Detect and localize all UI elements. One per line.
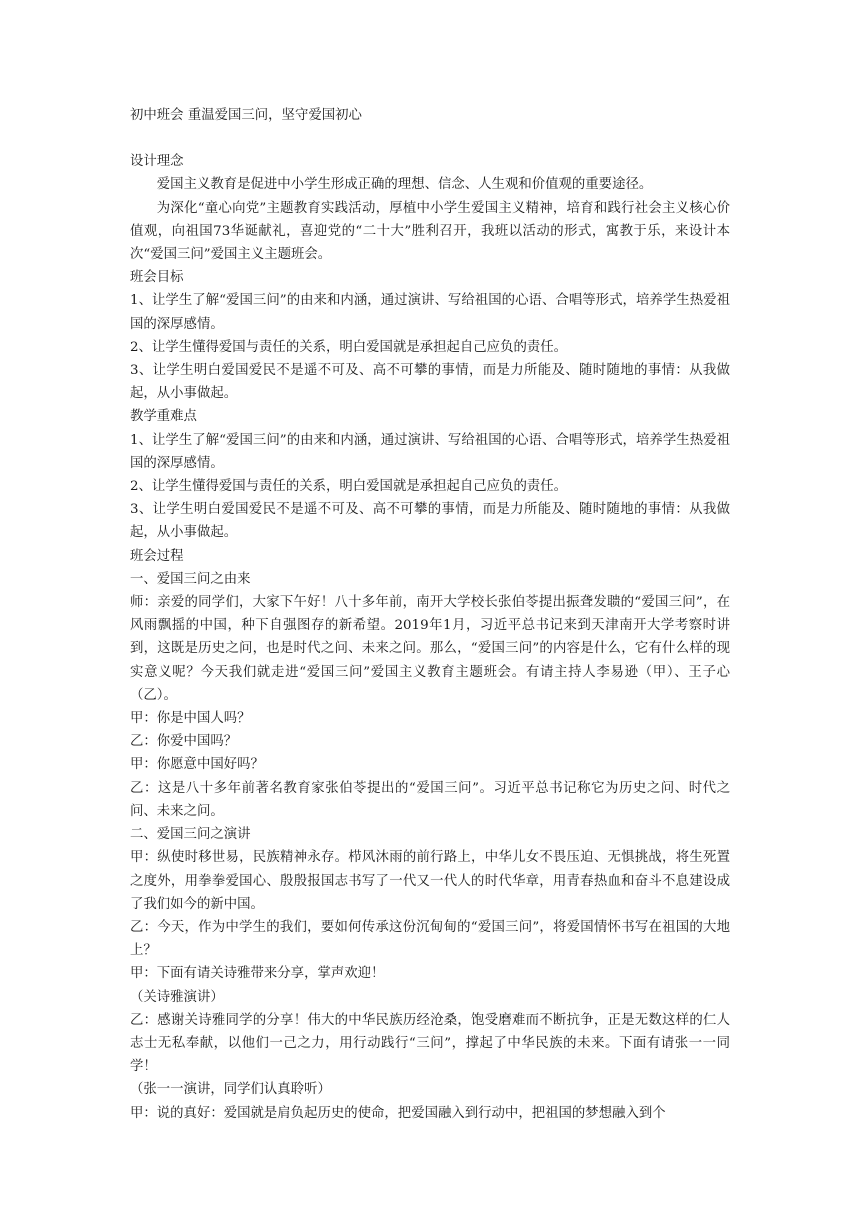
section-heading: 班会目标 [130,270,184,286]
goal-item: 2、让学生懂得爱国与责任的关系，明白爱国就是承担起自己应负的责任。 [130,339,568,355]
key-point-item: 1、让学生了解“爱国三问”的由来和内涵，通过演讲、写给祖国的心语、合唱等形式，培养学生热爱祖国的深厚感情。 [130,432,730,471]
dialogue-line: 乙：感谢关诗雅同学的分享！伟大的中华民族历经沧桑，饱受磨难而不断抗争，正是无数这样的仁人志士无私奉献，以他们一己之力，用行动践行“三问”，撑起了中华民族的未来。下面有请张一一同学！ [130,1012,730,1075]
section-heading: 班会过程 [130,548,184,564]
dialogue-line: 乙：这是八十多年前著名教育家张伯苓提出的“爱国三问”。习近平总书记称它为历史之问、时代之问、未来之问。 [130,780,730,819]
goal-item: 3、让学生明白爱国爱民不是遥不可及、高不可攀的事情，而是力所能及、随时随地的事情：从我做起，从小事做起。 [130,363,730,402]
goal-item: 1、让学生了解“爱国三问”的由来和内涵，通过演讲、写给祖国的心语、合唱等形式，培养学生热爱祖国的深厚感情。 [130,293,730,332]
paragraph: 师：亲爱的同学们，大家下午好！八十多年前，南开大学校长张伯苓提出振聋发聩的“爱国三问”，在风雨飘摇的中国，种下自强图存的新希望。2019年1月，习近平总书记来到天津南开大学考察时讲到，这既是历史之问，也是时代之问、未来之问。那么，“爱国三问”的内容是什么，它有什么样的现实意义呢？今天我们就走进“爱国三问”爱国主义教育主题班会。有请主持人李易逊（甲）、王子心（乙）。 [130,595,730,703]
dialogue-line: 乙：你爱中国吗？ [130,734,238,750]
paragraph: 为深化“童心向党”主题教育实践活动，厚植中小学生爱国主义精神，培育和践行社会主义核心价值观，向祖国73华诞献礼，喜迎党的“二十大”胜利召开，我班以活动的形式，寓教于乐，来设计本次“爱国三问”爱国主义主题班会。 [130,200,730,263]
section-heading: 设计理念 [130,154,184,170]
paragraph: 爱国主义教育是促进中小学生形成正确的理想、信念、人生观和价值观的重要途径。 [156,177,653,193]
dialogue-line: 甲：下面有请关诗雅带来分享，掌声欢迎！ [130,966,385,982]
subsection-heading: 一、爱国三问之由来 [130,571,251,587]
section-heading: 教学重难点 [130,409,197,425]
dialogue-line: 甲：纵使时移世易，民族精神永存。栉风沐雨的前行路上，中华儿女不畏压迫、无惧挑战，将生死置之度外，用拳拳爱国心、殷殷报国志书写了一代又一代人的时代华章，用青春热血和奋斗不息建设成了我们如今的新中国。 [130,850,730,912]
subsection-heading: 二、爱国三问之演讲 [130,827,251,843]
key-point-item: 3、让学生明白爱国爱民不是遥不可及、高不可攀的事情，而是力所能及、随时随地的事情：从我做起，从小事做起。 [130,502,730,541]
key-point-item: 2、让学生懂得爱国与责任的关系，明白爱国就是承担起自己应负的责任。 [130,479,568,495]
stage-direction: （关诗雅演讲） [130,989,224,1005]
document-page [130,104,730,1125]
dialogue-line: 甲：你愿意中国好吗？ [130,757,264,773]
dialogue-line: 甲：说的真好：爱国就是肩负起历史的使命，把爱国融入到行动中，把祖国的梦想融入到个 [130,1105,666,1121]
stage-direction: （张一一演讲，同学们认真聆听） [130,1082,331,1098]
dialogue-line: 乙：今天，作为中学生的我们，要如何传承这份沉甸甸的“爱国三问”，将爱国情怀书写在祖国的大地上？ [130,919,730,959]
document-title: 初中班会 重温爱国三问，坚守爱国初心 [130,108,362,123]
dialogue-line: 甲：你是中国人吗？ [130,711,251,727]
